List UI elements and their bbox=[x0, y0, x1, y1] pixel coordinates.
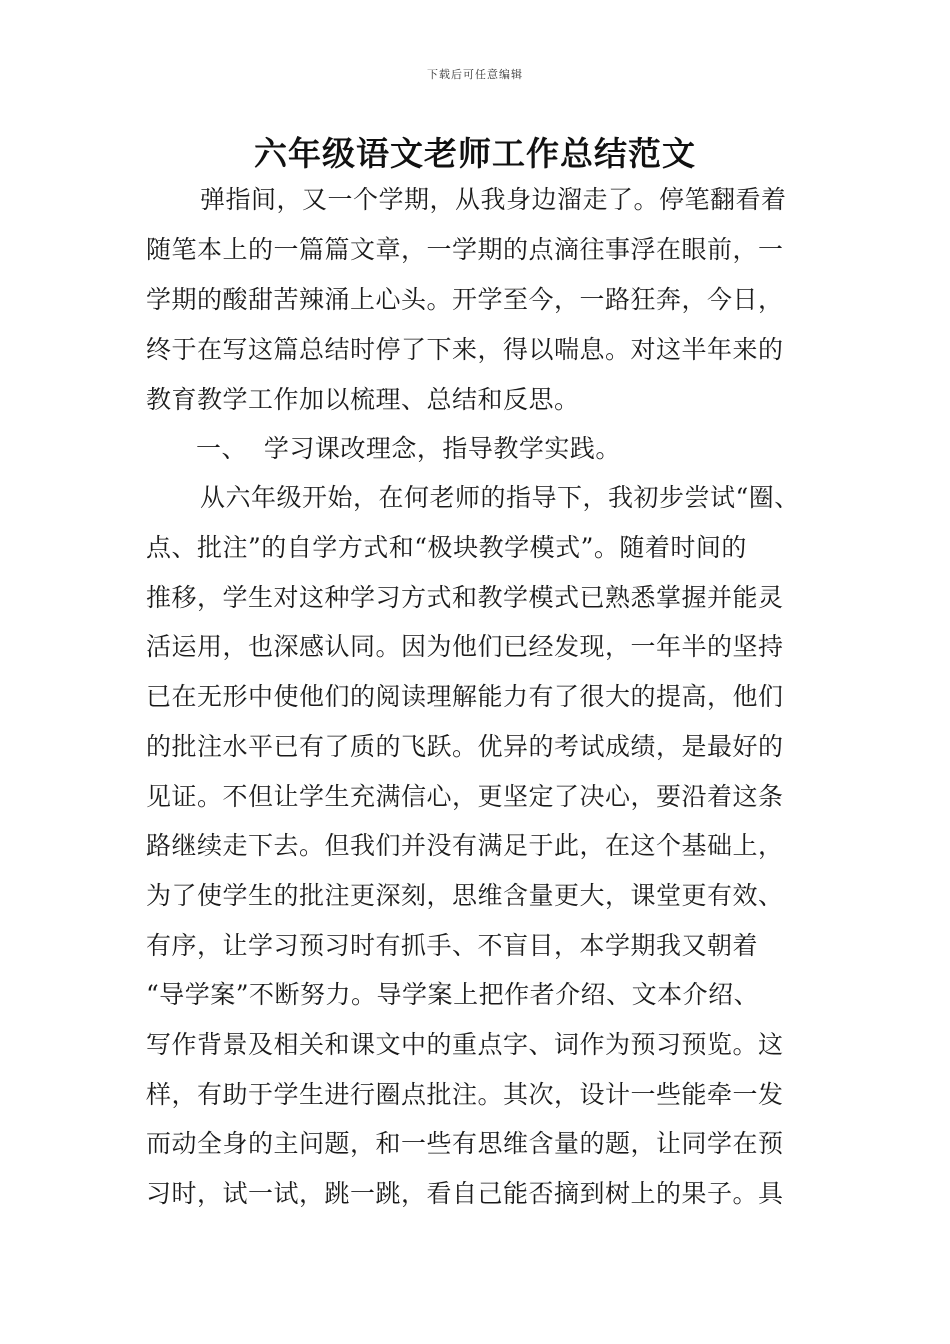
body-line: 随笔本上的一篇篇文章，一学期的点滴往事浮在眼前，一 bbox=[146, 235, 784, 264]
body-line: 教育教学工作加以梳理、总结和反思。 bbox=[146, 385, 580, 414]
page-header-note: 下载后可任意编辑 bbox=[427, 68, 523, 81]
body-line: 点、批注”的自学方式和“极块教学模式”。随着时间的 bbox=[146, 533, 747, 562]
section-heading: 一、 学习课改理念，指导教学实践。 bbox=[196, 434, 621, 463]
document-title: 六年级语文老师工作总结范文 bbox=[254, 134, 696, 173]
body-line: 见证。不但让学生充满信心，更坚定了决心，要沿着这条 bbox=[146, 782, 784, 811]
body-line: 推移，学生对这种学习方式和教学模式已熟悉掌握并能灵 bbox=[146, 583, 784, 612]
body-line: 学期的酸甜苦辣涌上心头。开学至今，一路狂奔，今日， bbox=[146, 285, 784, 314]
body-line: 样，有助于学生进行圈点批注。其次，设计一些能牵一发 bbox=[146, 1080, 784, 1109]
body-line: 终于在写这篇总结时停了下来，得以喘息。对这半年来的 bbox=[146, 335, 784, 364]
body-line: 习时，试一试，跳一跳，看自己能否摘到树上的果子。具 bbox=[146, 1179, 784, 1208]
body-line: 的批注水平已有了质的飞跃。优异的考试成绩，是最好的 bbox=[146, 732, 784, 761]
body-line: 活运用，也深感认同。因为他们已经发现，一年半的坚持 bbox=[146, 632, 784, 661]
body-line: “导学案”不断努力。导学案上把作者介绍、文本介绍、 bbox=[146, 980, 760, 1009]
body-line: 而动全身的主问题，和一些有思维含量的题，让同学在预 bbox=[146, 1129, 784, 1158]
body-line: 路继续走下去。但我们并没有满足于此，在这个基础上， bbox=[146, 831, 784, 860]
body-line: 写作背景及相关和课文中的重点字、词作为预习预览。这 bbox=[146, 1030, 784, 1059]
body-line: 弹指间，又一个学期，从我身边溜走了。停笔翻看着 bbox=[200, 185, 787, 214]
body-line: 为了使学生的批注更深刻，思维含量更大，课堂更有效、 bbox=[146, 881, 784, 910]
body-line: 有序，让学习预习时有抓手、不盲目，本学期我又朝着 bbox=[146, 931, 759, 960]
body-line: 已在无形中使他们的阅读理解能力有了很大的提高，他们 bbox=[146, 682, 784, 711]
body-line: 从六年级开始，在何老师的指导下，我初步尝试“圈、 bbox=[200, 483, 800, 512]
